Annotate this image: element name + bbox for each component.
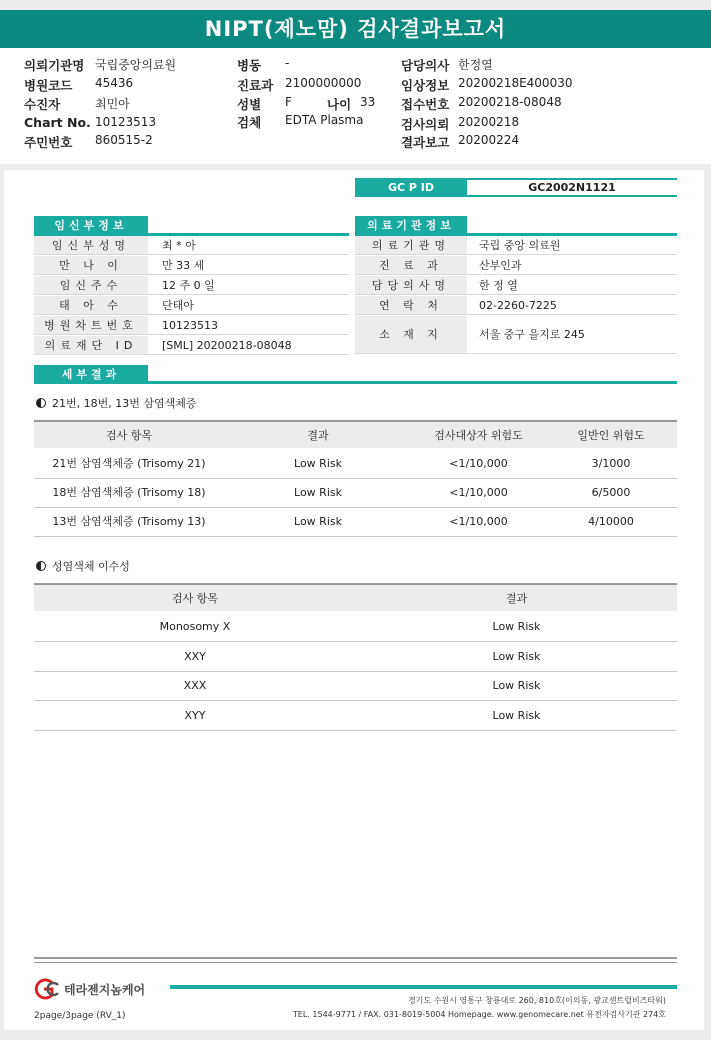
- info-value: 10123513: [162, 319, 218, 332]
- info-value: 국립 중앙 의료원: [479, 239, 561, 252]
- specimen-value: EDTA Plasma: [285, 113, 364, 127]
- age-value: 33: [360, 95, 376, 109]
- footer-rule-thin: [34, 962, 677, 963]
- info-label: 태 아 수: [34, 296, 148, 314]
- report-header: [0, 48, 711, 164]
- patient-label: 수진자: [24, 97, 61, 112]
- company-contact: TEL. 1544-9771 / FAX. 031-8019-5004 Homepage. www.genomecare.net 유전자검사기관 274호: [292, 1010, 666, 1019]
- table-cell: Low Risk: [492, 649, 541, 663]
- page-number: 2page/3page (RV_1): [34, 1011, 126, 1021]
- table-row: [34, 702, 677, 731]
- hospital-code-value: 45436: [95, 76, 134, 90]
- company-name: 테라젠지놈케어: [64, 983, 146, 997]
- col-header-general-risk: 일반인 위험도: [577, 429, 645, 442]
- report-title: NIPT(제노맘) 검사결과보고서: [0, 10, 711, 48]
- info-value: 산부인과: [479, 259, 522, 272]
- trisomy-section-title-text: 21번, 18번, 13번 삼염색체증: [52, 397, 197, 410]
- info-value: 만 33 세: [162, 259, 205, 272]
- table-row: [34, 613, 677, 642]
- table-cell: Low Risk: [492, 620, 541, 633]
- table-row: [34, 479, 677, 508]
- ward-value: -: [285, 56, 290, 70]
- info-label: 병원차트번호: [34, 316, 148, 334]
- info-value: 서울 중구 을지로 245: [479, 328, 585, 341]
- institution-value: 국립중앙의료원: [95, 58, 177, 72]
- chart-no-value: 10123513: [95, 115, 157, 129]
- request-date-value: 20200218: [458, 115, 520, 129]
- table-cell: Low Risk: [492, 708, 541, 722]
- clinical-info-value: 20200218E400030: [458, 76, 573, 90]
- info-label: 임신부성명: [34, 236, 148, 254]
- info-row: [355, 256, 677, 275]
- company-address: 경기도 수원시 영통구 창룡대로 260, 810호(이의동, 광교센트럴비즈타워): [407, 996, 666, 1005]
- sex-value: F: [285, 95, 292, 109]
- info-label: 진 료 과: [355, 256, 467, 274]
- half-circle-icon: [36, 561, 46, 571]
- info-value: 최 * 아: [162, 239, 196, 252]
- ward-label: 병동: [237, 58, 262, 73]
- table-cell: Monosomy X: [159, 620, 231, 633]
- table-header: [34, 420, 677, 448]
- info-label: 임신주수: [34, 276, 148, 294]
- info-row: [355, 296, 677, 315]
- receipt-no-value: 20200218-08048: [458, 95, 562, 109]
- trisomy-section-title: [36, 395, 196, 411]
- age-label: 나이: [327, 97, 352, 112]
- col-header-subject-risk: 검사대상자 위험도: [434, 429, 523, 442]
- table-cell: 21번 삼염색체증 (Trisomy 21): [52, 457, 206, 470]
- col-header-item: 검사 항목: [105, 429, 152, 442]
- table-cell: 3/1000: [591, 457, 631, 470]
- table-cell: Low Risk: [294, 457, 342, 470]
- report-date-value: 20200224: [458, 133, 520, 147]
- footer-rule: [34, 957, 677, 959]
- table-cell: Low Risk: [294, 515, 342, 528]
- table-cell: XYY: [184, 708, 206, 722]
- table-row: [34, 643, 677, 672]
- doctor-label: 담당의사: [401, 58, 450, 73]
- table-cell: <1/10,000: [449, 486, 508, 499]
- resident-no-label: 주민번호: [24, 135, 73, 150]
- gcp-id-label: GC P ID: [355, 178, 467, 197]
- detail-section-heading: 세부결과: [34, 365, 148, 384]
- table-cell: XXX: [183, 679, 207, 692]
- institution-section-heading: 의료기관정보: [355, 216, 467, 235]
- footer-accent-bar: [170, 985, 677, 989]
- col-header-item: 검사 항목: [171, 592, 218, 605]
- info-value: 한 정 열: [479, 279, 518, 292]
- info-label: 의료재단 ID: [34, 336, 148, 354]
- info-row: [34, 316, 349, 335]
- sex-chromosome-section-title: [36, 558, 130, 574]
- patient-value: 최민아: [95, 97, 130, 111]
- sex-label: 성별: [237, 97, 262, 112]
- gcp-id-value: GC2002N1121: [467, 178, 677, 197]
- report-sheet: [4, 170, 704, 1030]
- table-cell: 13번 삼염색체증 (Trisomy 13): [52, 515, 206, 528]
- table-cell: <1/10,000: [449, 457, 508, 470]
- sex-chromosome-section-title-text: 성염색체 이수성: [52, 560, 130, 573]
- info-row: [34, 296, 349, 315]
- doctor-value: 한정열: [458, 58, 493, 72]
- clinical-info-label: 임상정보: [401, 78, 450, 93]
- receipt-no-label: 접수번호: [401, 97, 450, 112]
- info-label: 만 나 이: [34, 256, 148, 274]
- info-row: [34, 336, 349, 355]
- table-row: [34, 672, 677, 701]
- info-row: [34, 236, 349, 255]
- info-label: 연 락 처: [355, 296, 467, 314]
- chart-no-label: Chart No.: [24, 115, 91, 130]
- info-row: [355, 316, 677, 354]
- info-row: [355, 276, 677, 295]
- request-date-label: 검사의뢰: [401, 117, 450, 132]
- table-cell: Low Risk: [492, 679, 541, 692]
- patient-section-heading: 임신부정보: [34, 216, 148, 235]
- info-value: 12 주 0 일: [162, 279, 215, 292]
- resident-no-value: 860515-2: [95, 133, 153, 147]
- info-row: [34, 276, 349, 295]
- info-value: [SML] 20200218-08048: [162, 339, 292, 352]
- hospital-code-label: 병원코드: [24, 78, 73, 93]
- specimen-label: 검체: [237, 115, 262, 130]
- department-label: 진료과: [237, 78, 274, 93]
- table-cell: Low Risk: [294, 486, 342, 499]
- table-cell: 4/10000: [588, 515, 634, 528]
- info-label: 의료기관명: [355, 236, 467, 254]
- col-header-result: 결과: [307, 429, 329, 442]
- table-cell: 6/5000: [591, 486, 631, 499]
- table-cell: 18번 삼염색체증 (Trisomy 18): [52, 486, 206, 499]
- department-value: 2100000000: [285, 76, 362, 90]
- table-row: [34, 508, 677, 537]
- report-date-label: 결과보고: [401, 135, 450, 150]
- col-header-result: 결과: [505, 592, 528, 605]
- info-value: 단태아: [162, 299, 194, 312]
- info-row: [355, 236, 677, 255]
- info-value: 02-2260-7225: [479, 299, 557, 312]
- info-label: 소 재 지: [355, 316, 467, 353]
- half-circle-icon: [36, 398, 46, 408]
- institution-label: 의뢰기관명: [24, 58, 85, 73]
- table-cell: <1/10,000: [449, 515, 508, 528]
- table-header: [34, 583, 677, 611]
- genome-logo-icon: [30, 978, 60, 1000]
- table-cell: XXY: [184, 649, 206, 663]
- info-label: 담당의사명: [355, 276, 467, 294]
- info-row: [34, 256, 349, 275]
- table-row: [34, 450, 677, 479]
